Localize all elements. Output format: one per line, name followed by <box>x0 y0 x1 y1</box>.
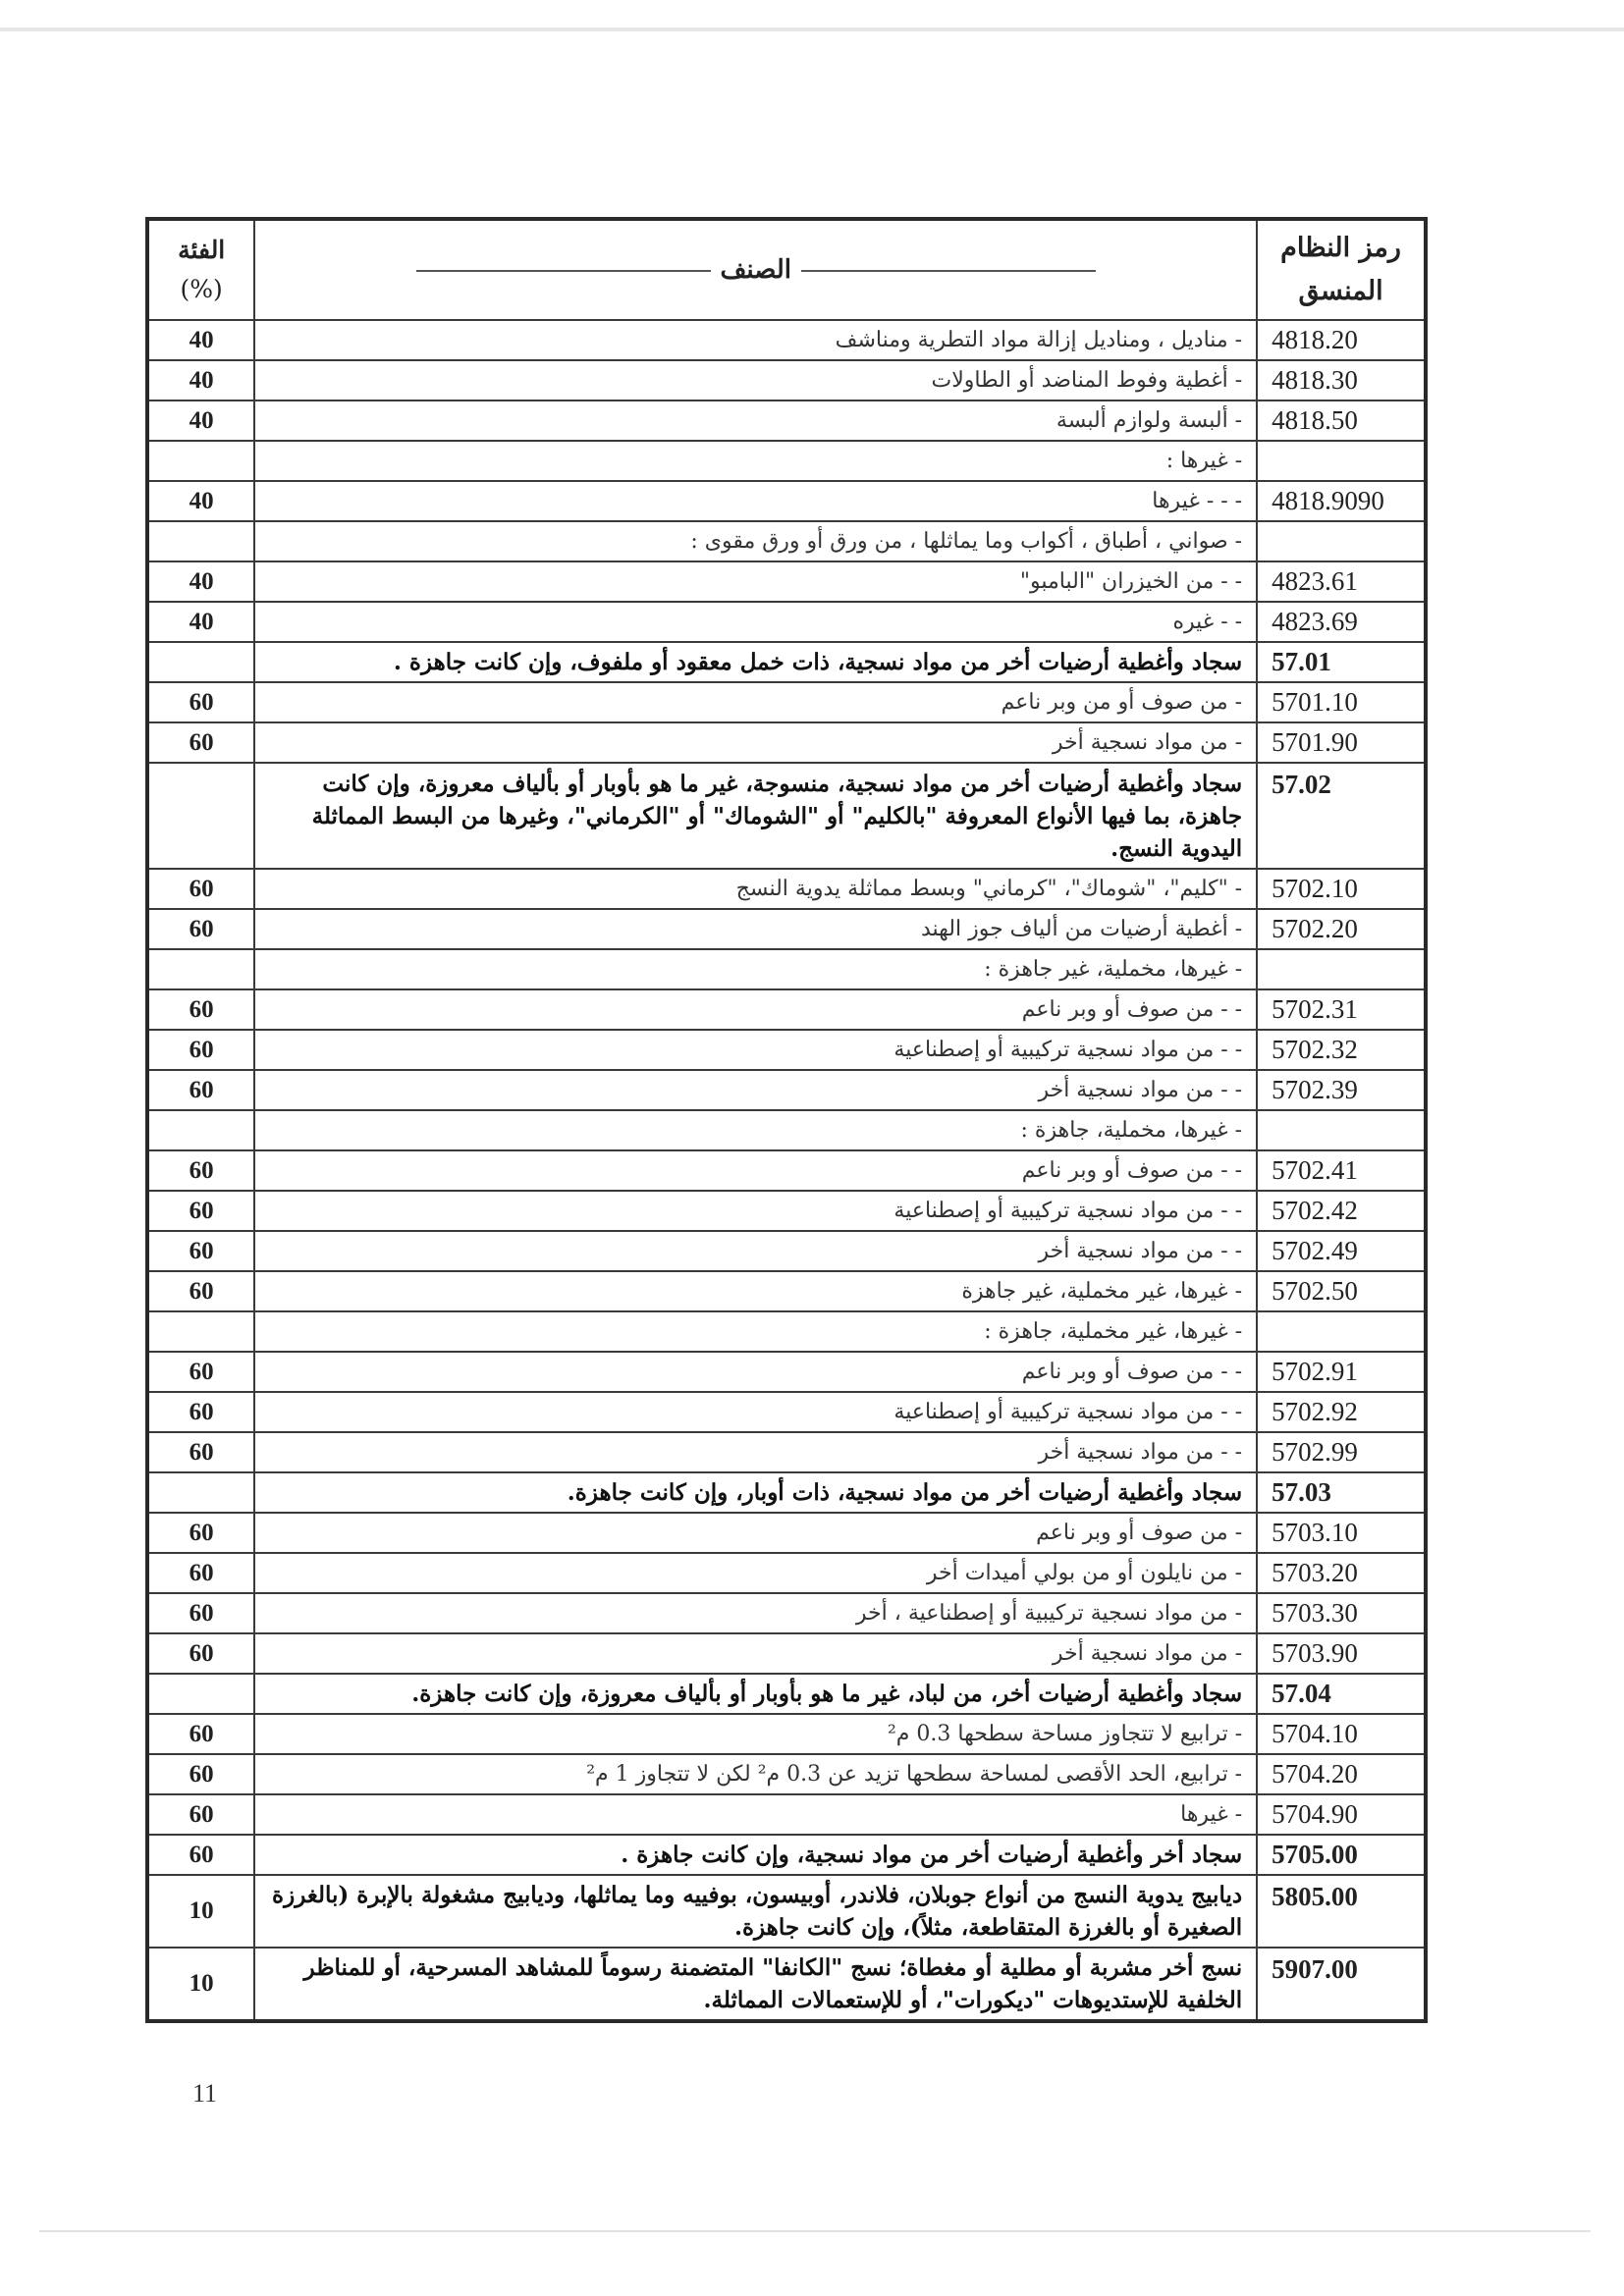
description-cell: - - من صوف أو وبر ناعم <box>254 1352 1257 1392</box>
code-cell: 5704.10 <box>1257 1714 1426 1754</box>
description-cell: - ترابيع، الحد الأقصى لمساحة سطحها تزيد عن 0.3 م² لكن لا تتجاوز 1 م² <box>254 1754 1257 1794</box>
table-row <box>147 869 1426 909</box>
table-row <box>147 1674 1426 1714</box>
code-cell: 5702.10 <box>1257 869 1426 909</box>
rate-cell: 60 <box>147 1191 254 1231</box>
rate-cell: 60 <box>147 1513 254 1553</box>
description-cell: - مناديل ، ومناديل إزالة مواد التطرية ومناشف <box>254 320 1257 360</box>
table-row <box>147 320 1426 360</box>
description-cell: - غيرها، مخملية، غير جاهزة : <box>254 949 1257 989</box>
description-cell: - من صوف أو وبر ناعم <box>254 1513 1257 1553</box>
description-cell: - - من مواد نسجية تركيبية أو إصطناعية <box>254 1392 1257 1432</box>
header-description <box>254 219 1257 320</box>
code-cell: 4818.9090 <box>1257 481 1426 521</box>
table-row <box>147 1835 1426 1875</box>
code-cell <box>1257 1311 1426 1352</box>
code-cell: 5705.00 <box>1257 1835 1426 1875</box>
table-row <box>147 1754 1426 1794</box>
description-cell: سجاد وأغطية أرضيات أخر، من لباد، غير ما هو بأوبار أو بألياف معروزة، وإن كانت جاهزة. <box>254 1674 1257 1714</box>
description-cell: - - من مواد نسجية أخر <box>254 1070 1257 1110</box>
table-body <box>147 320 1426 2021</box>
table-row <box>147 1714 1426 1754</box>
description-cell: - من مواد نسجية تركيبية أو إصطناعية ، أخر <box>254 1593 1257 1633</box>
table-row <box>147 521 1426 561</box>
code-cell: 5702.20 <box>1257 909 1426 949</box>
code-cell: 4818.30 <box>1257 360 1426 400</box>
header-description-label: الصنف <box>720 255 791 285</box>
rate-cell: 60 <box>147 989 254 1030</box>
table-row <box>147 1392 1426 1432</box>
table-row <box>147 602 1426 642</box>
code-cell <box>1257 1110 1426 1150</box>
table-row <box>147 722 1426 763</box>
rate-cell: 40 <box>147 360 254 400</box>
code-cell <box>1257 521 1426 561</box>
description-cell: - غيرها، غير مخملية، غير جاهزة <box>254 1271 1257 1311</box>
rate-cell <box>147 1110 254 1150</box>
description-cell: - غيرها : <box>254 441 1257 481</box>
code-cell: 57.01 <box>1257 642 1426 682</box>
code-cell <box>1257 949 1426 989</box>
table-row <box>147 1070 1426 1110</box>
table-row <box>147 909 1426 949</box>
code-cell: 57.02 <box>1257 763 1426 869</box>
description-cell: ديابيج يدوية النسج من أنواع جوبلان، فلاندر، أوبيسون، بوفييه وما يماثلها، وديابيج مشغولة بالإبرة (بالغرزة الصغيرة أو بالغرزة المتقاطعة، مثلاً)، وإن كانت جاهزة. <box>254 1875 1257 1948</box>
rate-cell: 60 <box>147 1070 254 1110</box>
code-cell: 5703.90 <box>1257 1633 1426 1674</box>
rate-cell <box>147 763 254 869</box>
table-row <box>147 360 1426 400</box>
code-cell: 5702.41 <box>1257 1150 1426 1191</box>
description-cell: - - من الخيزران "البامبو" <box>254 561 1257 602</box>
description-cell: نسج أخر مشربة أو مطلية أو مغطاة؛ نسج "الكانفا" المتضمنة رسوماً للمشاهد المسرحية، أو للمناظر الخلفية للإستديوهات "ديكورات"، أو للإستعمالات المماثلة. <box>254 1948 1257 2021</box>
description-cell: - - غيره <box>254 602 1257 642</box>
description-cell: - - من صوف أو وبر ناعم <box>254 1150 1257 1191</box>
description-cell: سجاد وأغطية أرضيات أخر من مواد نسجية، ذات أوبار، وإن كانت جاهزة. <box>254 1472 1257 1513</box>
rate-cell: 60 <box>147 1150 254 1191</box>
header-code: رمز النظام المنسق <box>1257 219 1426 320</box>
code-cell: 5704.90 <box>1257 1794 1426 1835</box>
table-row <box>147 1794 1426 1835</box>
rate-cell: 60 <box>147 1593 254 1633</box>
table-row <box>147 1231 1426 1271</box>
table-row <box>147 1191 1426 1231</box>
tariff-table <box>145 217 1428 2023</box>
table-row <box>147 989 1426 1030</box>
table-row <box>147 763 1426 869</box>
header-rate <box>147 219 254 320</box>
table-row <box>147 1311 1426 1352</box>
code-cell: 57.03 <box>1257 1472 1426 1513</box>
rate-cell: 40 <box>147 481 254 521</box>
code-cell: 4823.69 <box>1257 602 1426 642</box>
rate-cell: 10 <box>147 1948 254 2021</box>
header-underline <box>416 270 711 272</box>
rate-cell <box>147 1472 254 1513</box>
code-cell: 5701.90 <box>1257 722 1426 763</box>
table-row <box>147 400 1426 441</box>
description-cell: - من مواد نسجية أخر <box>254 1633 1257 1674</box>
rate-cell: 10 <box>147 1875 254 1948</box>
rate-cell: 60 <box>147 1392 254 1432</box>
rate-cell <box>147 441 254 481</box>
description-cell: - صواني ، أطباق ، أكواب وما يماثلها ، من ورق أو ورق مقوى : <box>254 521 1257 561</box>
scan-edge-bottom <box>39 2230 1591 2232</box>
code-cell: 5702.31 <box>1257 989 1426 1030</box>
rate-cell <box>147 949 254 989</box>
rate-cell <box>147 642 254 682</box>
code-cell: 5703.20 <box>1257 1553 1426 1593</box>
table-row <box>147 1030 1426 1070</box>
description-cell: سجاد وأغطية أرضيات أخر من مواد نسجية، منسوجة، غير ما هو بأوبار أو بألياف معروزة، وإن كانت جاهزة، بما فيها الأنواع المعروفة "بالكليم" أو "الشوماك" أو "الكرماني"، وغيرها من البسط المماثلة اليدوية النسج. <box>254 763 1257 869</box>
description-cell: - من نايلون أو من بولي أميدات أخر <box>254 1553 1257 1593</box>
rate-cell: 60 <box>147 1231 254 1271</box>
table-row <box>147 1472 1426 1513</box>
description-cell: - من صوف أو من وبر ناعم <box>254 682 1257 722</box>
table-row <box>147 1432 1426 1472</box>
code-cell <box>1257 441 1426 481</box>
code-cell: 5702.99 <box>1257 1432 1426 1472</box>
rate-cell: 40 <box>147 561 254 602</box>
table-row <box>147 1875 1426 1948</box>
table-row <box>147 1633 1426 1674</box>
table-row <box>147 949 1426 989</box>
table-row <box>147 1513 1426 1553</box>
description-cell: - - من مواد نسجية تركيبية أو إصطناعية <box>254 1030 1257 1070</box>
header-underline <box>801 270 1096 272</box>
table-row <box>147 642 1426 682</box>
code-cell: 5702.42 <box>1257 1191 1426 1231</box>
description-cell: - غيرها، مخملية، جاهزة : <box>254 1110 1257 1150</box>
page-number: 11 <box>192 2079 218 2108</box>
rate-cell: 60 <box>147 722 254 763</box>
table-row <box>147 1948 1426 2021</box>
rate-cell: 60 <box>147 1794 254 1835</box>
table-row <box>147 1150 1426 1191</box>
code-cell: 5703.30 <box>1257 1593 1426 1633</box>
rate-cell: 60 <box>147 1633 254 1674</box>
description-cell: - - - غيرها <box>254 481 1257 521</box>
table-row <box>147 1110 1426 1150</box>
table-row <box>147 481 1426 521</box>
rate-cell: 40 <box>147 602 254 642</box>
description-cell: - ترابيع لا تتجاوز مساحة سطحها 0.3 م² <box>254 1714 1257 1754</box>
rate-cell: 40 <box>147 320 254 360</box>
description-cell: - - من مواد نسجية أخر <box>254 1432 1257 1472</box>
table-row <box>147 561 1426 602</box>
rate-cell: 40 <box>147 400 254 441</box>
code-cell: 5704.20 <box>1257 1754 1426 1794</box>
code-cell: 5805.00 <box>1257 1875 1426 1948</box>
code-cell: 5702.32 <box>1257 1030 1426 1070</box>
code-cell: 4818.20 <box>1257 320 1426 360</box>
header-rate-label: الفئة <box>178 236 226 264</box>
description-cell: - غيرها <box>254 1794 1257 1835</box>
code-cell: 5702.49 <box>1257 1231 1426 1271</box>
code-cell: 5703.10 <box>1257 1513 1426 1553</box>
code-cell: 5907.00 <box>1257 1948 1426 2021</box>
description-cell: - أغطية أرضيات من ألياف جوز الهند <box>254 909 1257 949</box>
header-rate-unit: (%) <box>180 275 223 303</box>
table-row <box>147 1553 1426 1593</box>
table-row <box>147 441 1426 481</box>
rate-cell: 60 <box>147 1754 254 1794</box>
description-cell: - غيرها، غير مخملية، جاهزة : <box>254 1311 1257 1352</box>
rate-cell: 60 <box>147 1835 254 1875</box>
rate-cell <box>147 521 254 561</box>
rate-cell: 60 <box>147 1271 254 1311</box>
code-cell: 5702.39 <box>1257 1070 1426 1110</box>
code-cell: 5701.10 <box>1257 682 1426 722</box>
rate-cell: 60 <box>147 909 254 949</box>
code-cell: 5702.91 <box>1257 1352 1426 1392</box>
description-cell: - - من مواد نسجية تركيبية أو إصطناعية <box>254 1191 1257 1231</box>
rate-cell <box>147 1674 254 1714</box>
description-cell: - أغطية وفوط المناضد أو الطاولات <box>254 360 1257 400</box>
code-cell: 4823.61 <box>1257 561 1426 602</box>
rate-cell <box>147 1311 254 1352</box>
code-cell: 57.04 <box>1257 1674 1426 1714</box>
description-cell: سجاد وأغطية أرضيات أخر من مواد نسجية، ذات خمل معقود أو ملفوف، وإن كانت جاهزة . <box>254 642 1257 682</box>
rate-cell: 60 <box>147 1714 254 1754</box>
description-cell: - - من مواد نسجية أخر <box>254 1231 1257 1271</box>
description-cell: - "كليم"، "شوماك"، "كرماني" وبسط مماثلة يدوية النسج <box>254 869 1257 909</box>
table-row <box>147 1271 1426 1311</box>
table-row <box>147 1593 1426 1633</box>
code-cell: 4818.50 <box>1257 400 1426 441</box>
code-cell: 5702.50 <box>1257 1271 1426 1311</box>
description-cell: - ألبسة ولوازم ألبسة <box>254 400 1257 441</box>
description-cell: - - من صوف أو وبر ناعم <box>254 989 1257 1030</box>
description-cell: - من مواد نسجية أخر <box>254 722 1257 763</box>
table-row <box>147 682 1426 722</box>
table-header-row <box>147 219 1426 320</box>
rate-cell: 60 <box>147 1352 254 1392</box>
rate-cell: 60 <box>147 869 254 909</box>
rate-cell: 60 <box>147 1432 254 1472</box>
table-row <box>147 1352 1426 1392</box>
rate-cell: 60 <box>147 1030 254 1070</box>
description-cell: سجاد أخر وأغطية أرضيات أخر من مواد نسجية، وإن كانت جاهزة . <box>254 1835 1257 1875</box>
rate-cell: 60 <box>147 682 254 722</box>
rate-cell: 60 <box>147 1553 254 1593</box>
scan-edge-top <box>0 27 1624 31</box>
code-cell: 5702.92 <box>1257 1392 1426 1432</box>
